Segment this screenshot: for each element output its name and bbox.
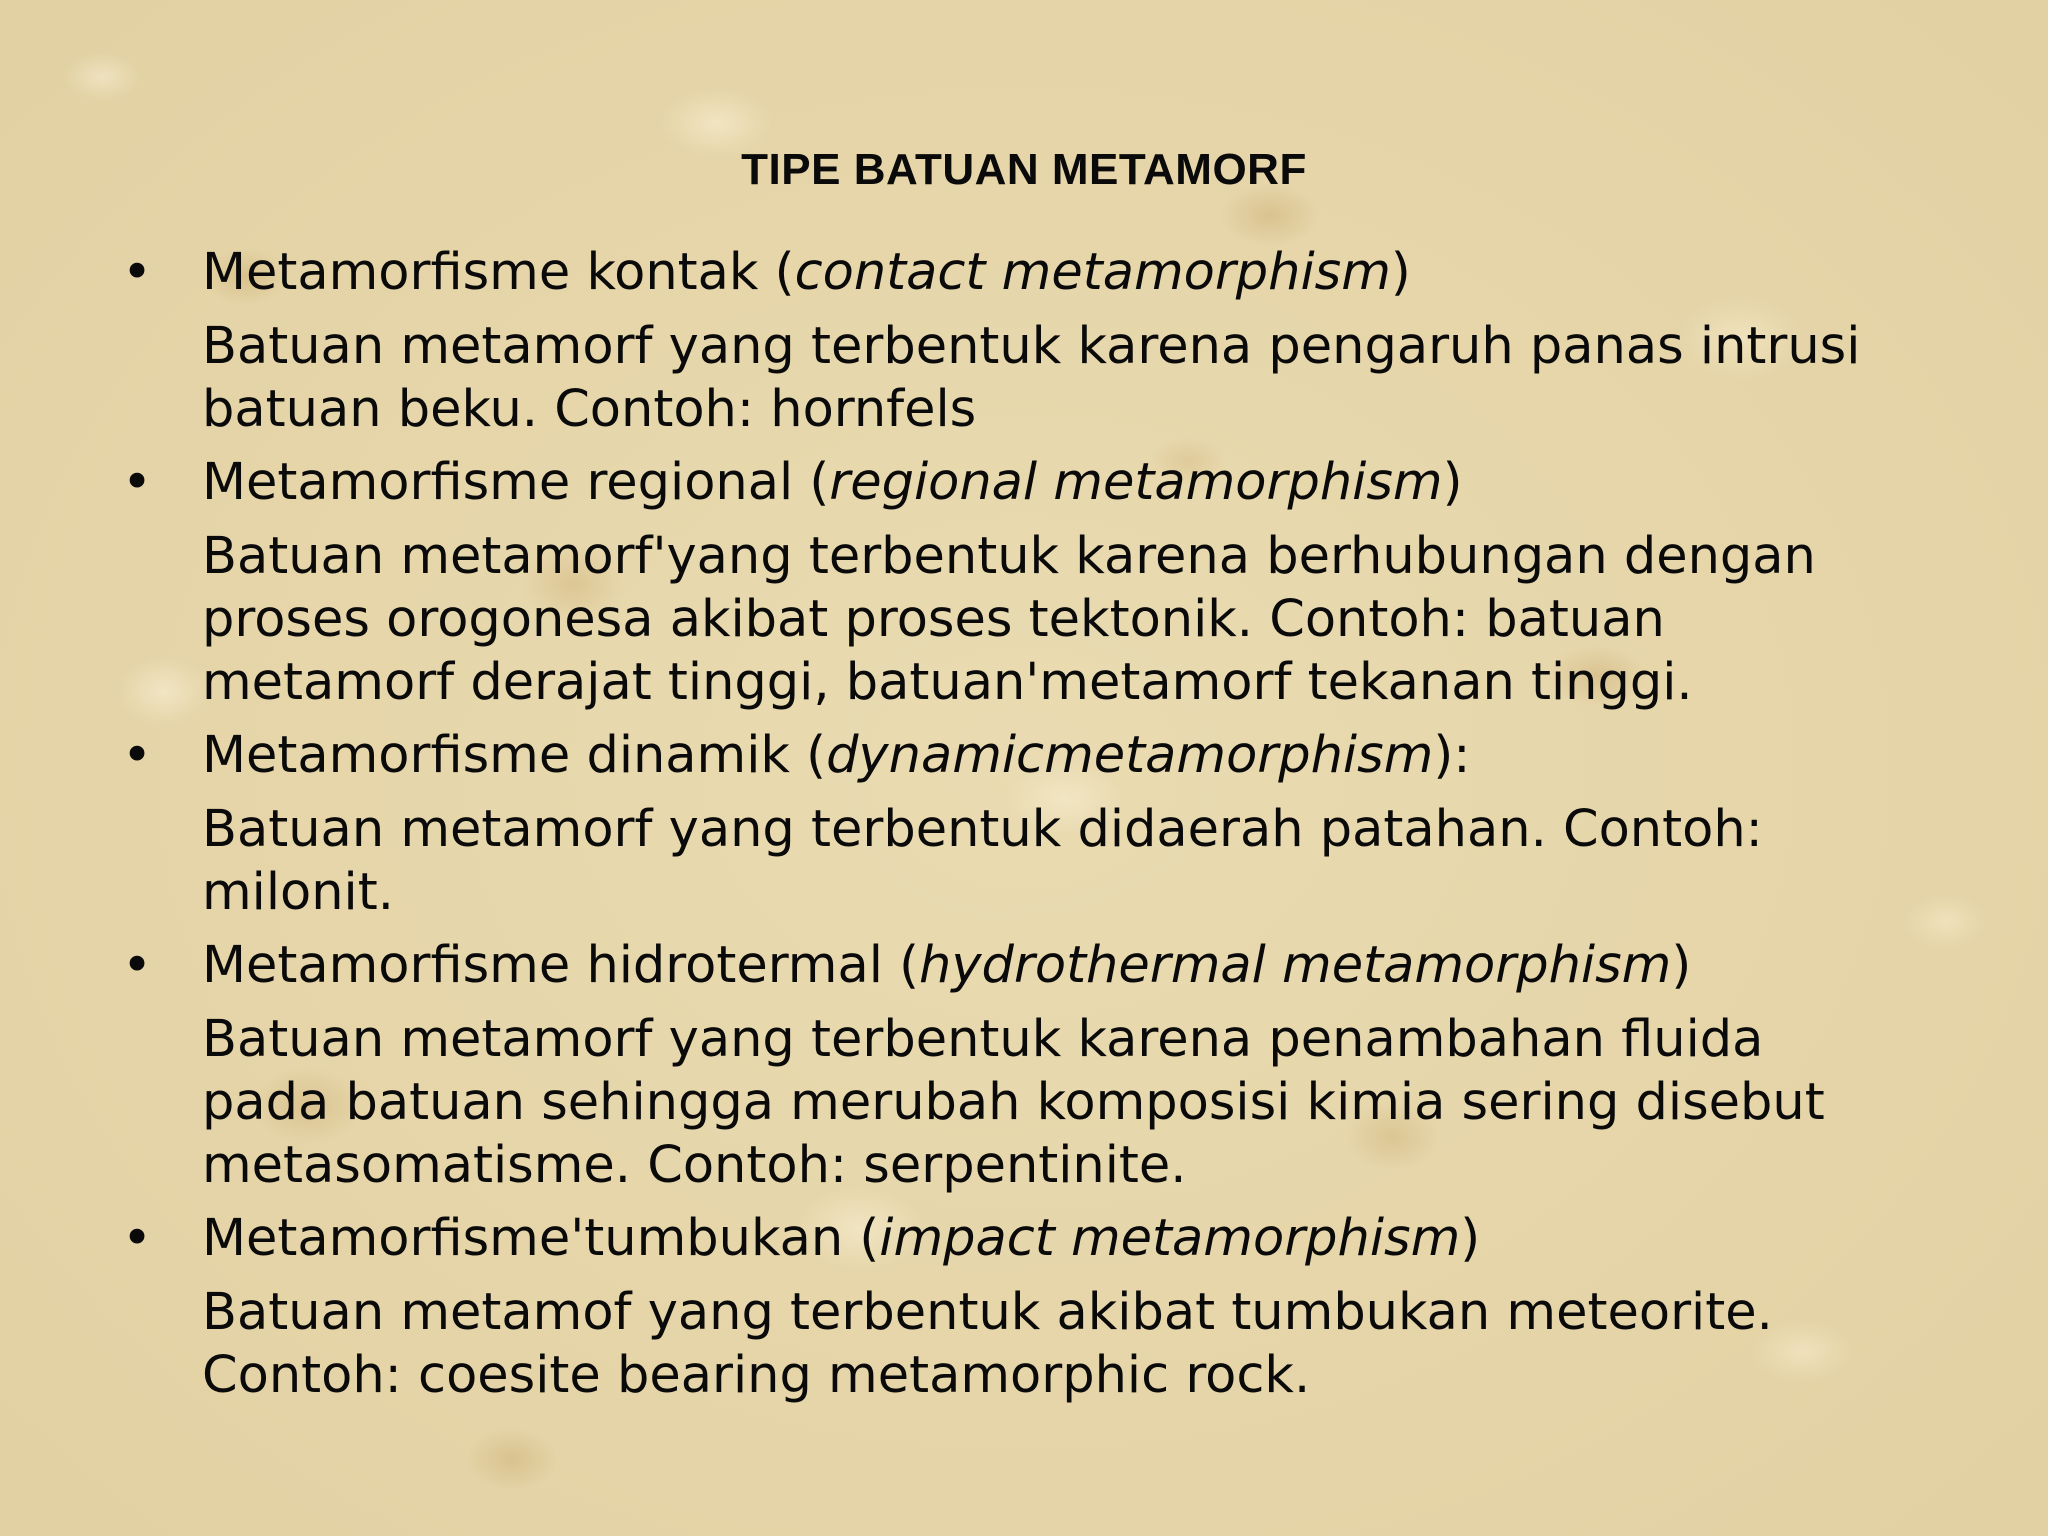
slide-title: TIPE BATUAN METAMORF	[741, 145, 1307, 194]
list-item	[110, 1206, 1950, 1407]
list-item	[110, 240, 1950, 441]
item-description	[110, 798, 1950, 924]
description-line: metasomatisme. Contoh: serpentinite.	[202, 1136, 1187, 1195]
heading-suffix: )	[1390, 243, 1411, 302]
bullet-icon: •	[122, 936, 153, 995]
description-line: batuan beku. Contoh: hornfels	[202, 380, 977, 439]
description-line: milonit.	[202, 863, 394, 922]
item-description	[110, 1281, 1950, 1407]
bullet-icon: •	[122, 453, 153, 512]
bullet-icon: •	[122, 243, 153, 302]
heading-text: Metamorfisme hidrotermal (	[202, 936, 920, 995]
bullet-icon: •	[122, 1209, 153, 1268]
description-line: pada batuan sehingga merubah komposisi kimia sering disebut	[202, 1073, 1825, 1132]
heading-text: Metamorfisme'tumbukan (	[202, 1209, 880, 1268]
heading-text: Metamorfisme dinamik (	[202, 726, 827, 785]
heading-suffix: )	[1442, 453, 1463, 512]
list-item	[110, 933, 1950, 1197]
bullet-list	[110, 240, 1950, 1416]
item-heading	[110, 723, 1950, 789]
item-heading	[110, 240, 1950, 306]
heading-suffix: ):	[1433, 726, 1471, 785]
description-line: proses orogonesa akibat proses tektonik. Contoh: batuan	[202, 590, 1665, 649]
heading-term: impact metamorphism	[879, 1209, 1461, 1268]
heading-term: hydrothermal metamorphism	[919, 936, 1672, 995]
description-line: metamorf derajat tinggi, batuan'metamorf tekanan tinggi.	[202, 653, 1693, 712]
heading-suffix: )	[1460, 1209, 1481, 1268]
description-line: Batuan metamof yang terbentuk akibat tumbukan meteorite.	[202, 1283, 1773, 1342]
item-heading	[110, 450, 1950, 516]
bullet-icon: •	[122, 726, 153, 785]
item-heading	[110, 933, 1950, 999]
description-line: Batuan metamorf yang terbentuk karena pengaruh panas intrusi	[202, 317, 1861, 376]
item-description	[110, 1008, 1950, 1197]
list-item	[110, 450, 1950, 714]
heading-text: Metamorfisme regional (	[202, 453, 830, 512]
heading-term: contact metamorphism	[794, 243, 1391, 302]
description-line: Batuan metamorf yang terbentuk didaerah patahan. Contoh:	[202, 800, 1763, 859]
item-description	[110, 315, 1950, 441]
item-description	[110, 525, 1950, 714]
description-line: Contoh: coesite bearing metamorphic rock.	[202, 1346, 1311, 1405]
description-line: Batuan metamorf yang terbentuk karena penambahan fluida	[202, 1010, 1764, 1069]
list-item	[110, 723, 1950, 924]
item-heading	[110, 1206, 1950, 1272]
heading-term: dynamicmetamorphism	[826, 726, 1434, 785]
heading-text: Metamorfisme kontak (	[202, 243, 795, 302]
heading-term: regional metamorphism	[829, 453, 1443, 512]
description-line: Batuan metamorf'yang terbentuk karena berhubungan dengan	[202, 527, 1816, 586]
heading-suffix: )	[1671, 936, 1692, 995]
